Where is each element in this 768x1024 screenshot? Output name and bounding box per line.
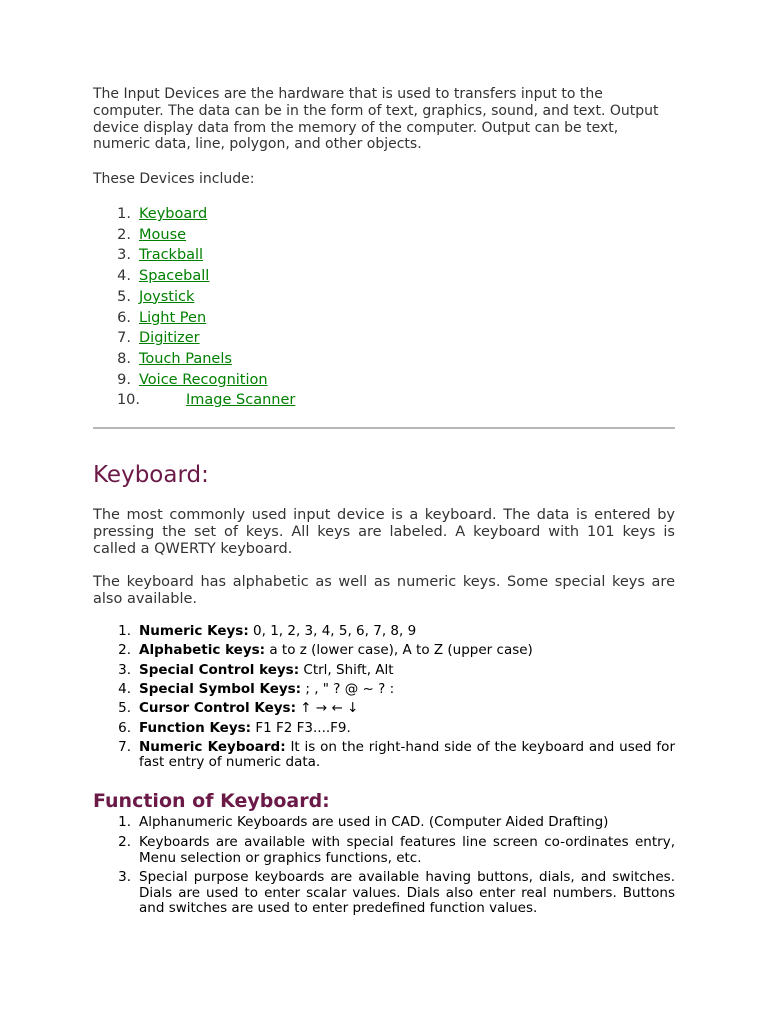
key-term: Special Symbol Keys: — [139, 680, 302, 697]
link-digitizer[interactable]: Digitizer — [139, 330, 200, 347]
list-number: 3. — [118, 869, 131, 886]
link-voice-recognition[interactable]: Voice Recognition — [139, 371, 268, 388]
key-desc: ; , " ? @ ~ ? : — [301, 680, 395, 697]
list-item — [93, 835, 675, 866]
intro-paragraph: The Input Devices are the hardware that is used to transfers input to the computer. The data can be in the form of text, graphics, sound, and text. Output device display data from the memory of the computer. Output can be text, numeric data, line, polygon, and other objects. — [93, 86, 659, 153]
list-number: 3. — [118, 661, 131, 678]
link-spaceball[interactable]: Spaceball — [139, 268, 210, 285]
key-term: Alphabetic keys: — [139, 642, 266, 659]
list-item — [93, 701, 675, 716]
list-number: 2. — [117, 226, 131, 243]
list-number: 5. — [118, 700, 131, 717]
link-touch-panels[interactable]: Touch Panels — [139, 350, 232, 367]
link-image-scanner[interactable]: Image Scanner — [186, 392, 296, 409]
list-number: 2. — [118, 642, 131, 659]
list-number: 6. — [118, 719, 131, 736]
list-item-body — [139, 740, 675, 771]
list-item-body — [139, 624, 675, 639]
list-item — [93, 740, 675, 771]
key-term: Numeric Keyboard: — [139, 738, 286, 755]
list-item — [93, 721, 675, 736]
devices-list — [93, 204, 675, 411]
list-item — [93, 349, 675, 370]
key-term: Cursor Control Keys: — [139, 700, 296, 717]
key-desc: F1 F2 F3....F9. — [251, 719, 351, 736]
list-item — [93, 643, 675, 658]
list-item — [93, 245, 675, 266]
link-keyboard[interactable]: Keyboard — [139, 205, 208, 222]
key-desc: a to z (lower case), A to Z (upper case) — [265, 642, 533, 659]
keyboard-paragraph-2: The keyboard has alphabetic as well as numeric keys. Some special keys are also available. — [93, 574, 675, 608]
list-item — [93, 682, 675, 697]
article — [93, 86, 675, 921]
list-item-body — [139, 682, 675, 697]
list-item — [93, 266, 675, 287]
list-item-body — [139, 701, 675, 716]
list-item — [93, 870, 675, 917]
include-paragraph: These Devices include: — [93, 171, 255, 188]
list-number: 5. — [117, 288, 131, 305]
list-number: 4. — [118, 680, 131, 697]
list-item — [93, 328, 675, 349]
list-item — [93, 308, 675, 329]
keyboard-heading: Keyboard: — [93, 462, 209, 489]
link-trackball[interactable]: Trackball — [139, 247, 204, 264]
list-item — [93, 287, 675, 308]
list-item — [93, 663, 675, 678]
list-item-text: Keyboards are available with special features line screen co-ordinates entry, Menu selection or graphics functions, etc. — [139, 833, 675, 866]
key-term: Numeric Keys: — [139, 623, 249, 640]
list-number: 10. — [116, 392, 140, 409]
list-item — [93, 204, 675, 225]
key-desc: 0, 1, 2, 3, 4, 5, 6, 7, 8, 9 — [248, 623, 417, 640]
list-number: 7. — [118, 738, 131, 755]
list-number: 6. — [117, 309, 131, 326]
link-joystick[interactable]: Joystick — [139, 288, 195, 305]
list-number: 1. — [117, 205, 131, 222]
keys-list — [93, 624, 675, 770]
list-item-body — [139, 663, 675, 678]
list-number: 1. — [118, 814, 131, 831]
list-item-text: Alphanumeric Keyboards are used in CAD. (Computer Aided Drafting) — [139, 814, 609, 831]
link-light-pen[interactable]: Light Pen — [139, 309, 207, 326]
key-desc: ↑ → ← ↓ — [295, 700, 359, 717]
list-item-text: Special purpose keyboards are available having buttons, dials, and switches. Dials are used to enter scalar values. Dials also enter real numbers. Buttons and switches are used to enter predefined function values. — [139, 869, 675, 917]
list-item-body — [139, 721, 675, 736]
list-item — [93, 370, 675, 391]
list-item-body — [139, 643, 675, 658]
list-item — [93, 390, 675, 411]
keyboard-paragraph-1: The most commonly used input device is a keyboard. The data is entered by pressing the set of keys. All keys are labeled. A keyboard with 101 keys is called a QWERTY keyboard. — [93, 507, 675, 558]
link-mouse[interactable]: Mouse — [139, 226, 187, 243]
list-number: 9. — [117, 371, 131, 388]
list-item — [93, 815, 675, 831]
function-heading: Function of Keyboard: — [93, 790, 330, 813]
function-list — [93, 815, 675, 917]
key-term: Special Control keys: — [139, 661, 300, 678]
key-desc: It is on the right-hand side of the keyboard and used for fast entry of numeric data. — [139, 738, 675, 771]
list-number: 3. — [117, 247, 131, 264]
list-number: 7. — [117, 330, 131, 347]
list-number: 8. — [117, 350, 131, 367]
key-term: Function Keys: — [139, 719, 252, 736]
list-item — [93, 225, 675, 246]
list-item — [93, 624, 675, 639]
list-number: 4. — [117, 268, 131, 285]
list-number: 2. — [118, 833, 131, 850]
list-number: 1. — [118, 623, 131, 640]
section-divider — [93, 427, 675, 429]
key-desc: Ctrl, Shift, Alt — [299, 661, 394, 678]
